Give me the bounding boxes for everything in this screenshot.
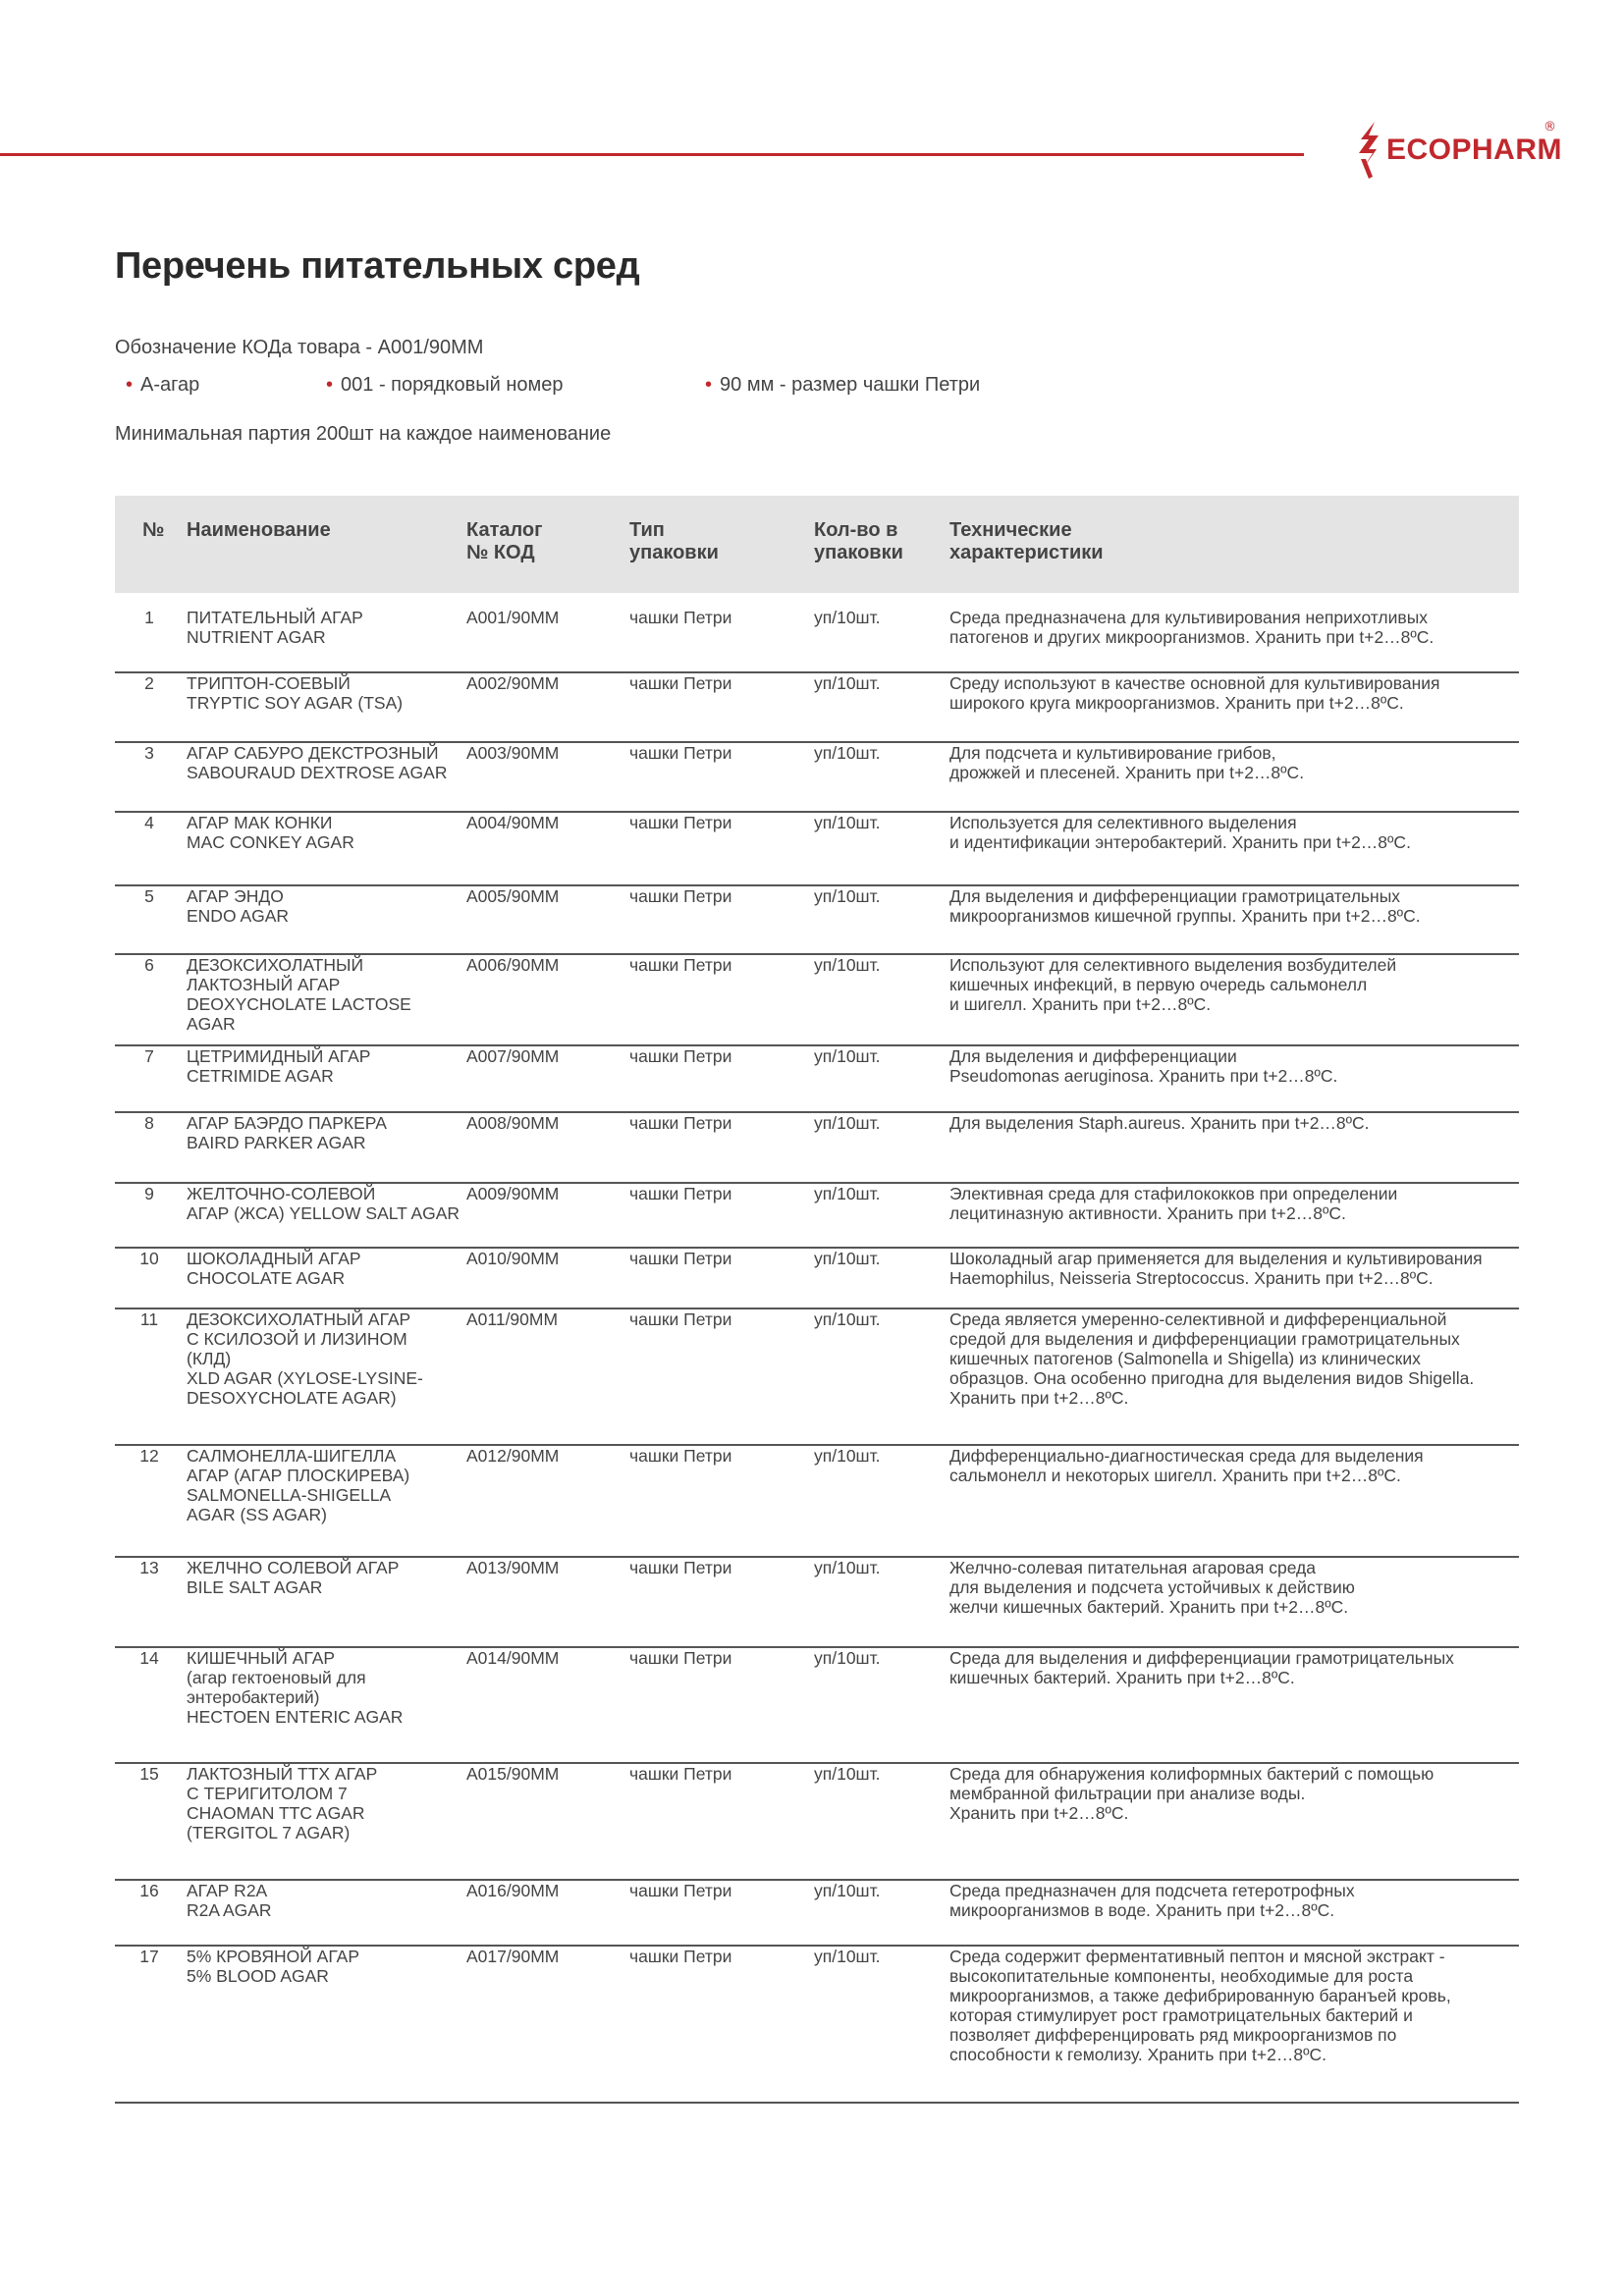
- cell-qty: уп/10шт.: [814, 1648, 881, 1668]
- cell-qty: уп/10шт.: [814, 1558, 881, 1577]
- cell-num: 13: [139, 1558, 159, 1577]
- cell-num: 14: [139, 1648, 159, 1668]
- registered-mark: ®: [1543, 120, 1556, 134]
- table-row: [115, 1184, 1519, 1249]
- cell-name: ТРИПТОН-СОЕВЫЙ TRYPTIC SOY AGAR (TSA): [187, 673, 404, 713]
- cell-code: A006/90MM: [466, 955, 560, 975]
- cell-code: A001/90MM: [466, 608, 560, 627]
- cell-pack: чашки Петри: [629, 1113, 732, 1133]
- cell-num: 10: [139, 1249, 159, 1268]
- cell-num: 12: [139, 1446, 159, 1466]
- table-header: [115, 496, 1519, 593]
- cell-num: 6: [144, 955, 154, 975]
- table-row: [115, 1249, 1519, 1309]
- cell-qty: уп/10шт.: [814, 1113, 881, 1133]
- cell-name: ЖЕЛТОЧНО-СОЛЕВОЙ АГАР (ЖСА) YELLOW SALT AGAR: [187, 1184, 460, 1223]
- cell-code: A012/90MM: [466, 1446, 560, 1466]
- legend-text: 90 мм - размер чашки Петри: [720, 374, 981, 396]
- table-row: [115, 1947, 1519, 2104]
- cell-code: A016/90MM: [466, 1881, 560, 1900]
- page-title: Перечень питательных сред: [115, 245, 640, 287]
- header-qty: Кол-во в упаковки: [814, 519, 903, 563]
- brand-name: ECOPHARM: [1386, 133, 1563, 166]
- legend-item-size: [705, 374, 980, 397]
- cell-tech: Для выделения и дифференциации Pseudomonas aeruginosa. Хранить при t+2…8ºС.: [949, 1046, 1338, 1086]
- cell-qty: уп/10шт.: [814, 1764, 881, 1784]
- table-row: [115, 1558, 1519, 1648]
- cell-name: АГАР МАК КОНКИ MAC CONKEY AGAR: [187, 813, 354, 852]
- cell-tech: Среда для обнаружения колиформных бактерий с помощью мембранной фильтрации при анализе воды. Хранить при t+2…8ºС.: [949, 1764, 1435, 1823]
- table-row: [115, 1113, 1519, 1184]
- legend-text: 001 - порядковый номер: [341, 374, 564, 396]
- cell-qty: уп/10шт.: [814, 673, 881, 693]
- cell-qty: уп/10шт.: [814, 1446, 881, 1466]
- code-description: Обозначение КОДа товара - A001/90MM: [115, 337, 484, 358]
- table-row: [115, 1881, 1519, 1947]
- cell-qty: уп/10шт.: [814, 1309, 881, 1329]
- cell-code: A007/90MM: [466, 1046, 560, 1066]
- cell-num: 16: [139, 1881, 159, 1900]
- legend-text: A-агар: [140, 374, 200, 396]
- cell-num: 17: [139, 1947, 159, 1966]
- cell-tech: Для выделения Staph.aureus. Хранить при t+2…8ºС.: [949, 1113, 1370, 1133]
- cell-num: 9: [144, 1184, 154, 1203]
- cell-code: A013/90MM: [466, 1558, 560, 1577]
- cell-qty: уп/10шт.: [814, 743, 881, 763]
- cell-qty: уп/10шт.: [814, 1947, 881, 1966]
- cell-tech: Желчно-солевая питательная агаровая среда для выделения и подсчета устойчивых к действию желчи кишечных бактерий. Хранить при t+2…8ºС.: [949, 1558, 1355, 1617]
- cell-name: КИШЕЧНЫЙ АГАР (агар гектоеновый для энтеробактерий) HECTOEN ENTERIC AGAR: [187, 1648, 404, 1727]
- legend-item-agar: [126, 374, 199, 397]
- cell-name: АГАР ЭНДО ENDO AGAR: [187, 886, 290, 926]
- cell-num: 1: [144, 608, 154, 627]
- brand-logo: [1355, 120, 1562, 181]
- table-row: [115, 1309, 1519, 1446]
- cell-name: ЖЕЛЧНО СОЛЕВОЙ АГАР BILE SALT AGAR: [187, 1558, 400, 1597]
- table-row: [115, 608, 1519, 673]
- cell-pack: чашки Петри: [629, 955, 732, 975]
- cell-name: ПИТАТЕЛЬНЫЙ АГАР NUTRIENT AGAR: [187, 608, 363, 647]
- cell-qty: уп/10шт.: [814, 1881, 881, 1900]
- cell-name: АГАР САБУРО ДЕКСТРОЗНЫЙ SABOURAUD DEXTROSE AGAR: [187, 743, 448, 782]
- cell-tech: Используют для селективного выделения возбудителей кишечных инфекций, в первую очередь сальмонелл и шигелл. Хранить при t+2…8ºС.: [949, 955, 1397, 1014]
- cell-qty: уп/10шт.: [814, 1249, 881, 1268]
- cell-tech: Среда предназначена для культивирования неприхотливых патогенов и других микроорганизмов. Хранить при t+2…8ºС.: [949, 608, 1435, 647]
- header-code: Каталог № КОД: [466, 519, 543, 563]
- header-tech: Технические характеристики: [949, 519, 1104, 563]
- cell-tech: Среду используют в качестве основной для культивирования широкого круга микроорганизмов. Хранить при t+2…8ºС.: [949, 673, 1440, 713]
- cell-num: 5: [144, 886, 154, 906]
- cell-name: 5% КРОВЯНОЙ АГАР 5% BLOOD AGAR: [187, 1947, 359, 1986]
- header-num: №: [142, 519, 165, 541]
- min-batch-note: Минимальная партия 200шт на каждое наименование: [115, 423, 612, 445]
- cell-qty: уп/10шт.: [814, 886, 881, 906]
- cell-name: ЦЕТРИМИДНЫЙ АГАР CETRIMIDE AGAR: [187, 1046, 371, 1086]
- cell-num: 15: [139, 1764, 159, 1784]
- cell-code: A005/90MM: [466, 886, 560, 906]
- header-pack: Тип упаковки: [629, 519, 719, 563]
- table-row: [115, 1648, 1519, 1764]
- cell-code: A008/90MM: [466, 1113, 560, 1133]
- cell-code: A011/90MM: [466, 1309, 559, 1329]
- cell-pack: чашки Петри: [629, 813, 732, 832]
- cell-pack: чашки Петри: [629, 743, 732, 763]
- bullet-icon: •: [326, 374, 334, 396]
- cell-num: 8: [144, 1113, 154, 1133]
- cell-pack: чашки Петри: [629, 1764, 732, 1784]
- cell-tech: Для подсчета и культивирование грибов, дрожжей и плесеней. Хранить при t+2…8ºС.: [949, 743, 1305, 782]
- cell-tech: Шоколадный агар применяется для выделения и культивирования Haemophilus, Neisseria Streptococcus. Хранить при t+2…8ºС.: [949, 1249, 1483, 1288]
- cell-num: 4: [144, 813, 154, 832]
- cell-tech: Среда содержит ферментативный пептон и мясной экстракт - высокопитательные компоненты, необходимые для роста микроорганизмов, а также дефибрированную баранъей кровь, которая стимулирует рост грамотрицательных бактерий и позволяет дифференцировать ряд микроорганизмов по способности к гемолизу. Хранить при t+2…8ºС.: [949, 1947, 1451, 2064]
- bullet-icon: •: [126, 374, 134, 396]
- cell-code: A009/90MM: [466, 1184, 560, 1203]
- table-row: [115, 743, 1519, 813]
- table-row: [115, 886, 1519, 955]
- cell-tech: Элективная среда для стафилококков при определении лецитиназную активности. Хранить при t+2…8ºС.: [949, 1184, 1398, 1223]
- cell-name: АГАР БАЭРДО ПАРКЕРА BAIRD PARKER AGAR: [187, 1113, 387, 1152]
- cell-pack: чашки Петри: [629, 608, 732, 627]
- cell-name: ДЕЗОКСИХОЛАТНЫЙ ЛАКТОЗНЫЙ АГАР DEOXYCHOLATE LACTOSE AGAR: [187, 955, 411, 1034]
- table-row: [115, 673, 1519, 743]
- cell-tech: Среда для выделения и дифференциации грамотрицательных кишечных бактерий. Хранить при t+2…8ºС.: [949, 1648, 1454, 1687]
- table-row: [115, 813, 1519, 886]
- cell-code: A014/90MM: [466, 1648, 560, 1668]
- cell-name: САЛМОНЕЛЛА-ШИГЕЛЛА АГАР (АГАР ПЛОСКИРЕВА) SALMONELLA-SHIGELLA AGAR (SS AGAR): [187, 1446, 410, 1524]
- cell-tech: Используется для селективного выделения и идентификации энтеробактерий. Хранить при t+2…8ºС.: [949, 813, 1411, 852]
- header-name: Наименование: [187, 519, 331, 541]
- bullet-icon: •: [705, 374, 713, 396]
- cell-code: A015/90MM: [466, 1764, 560, 1784]
- cell-pack: чашки Петри: [629, 1648, 732, 1668]
- legend-item-serial: [326, 374, 564, 397]
- cell-tech: Дифференциально-диагностическая среда для выделения сальмонелл и некоторых шигелл. Хранить при t+2…8ºС.: [949, 1446, 1424, 1485]
- cell-pack: чашки Петри: [629, 1184, 732, 1203]
- cell-pack: чашки Петри: [629, 673, 732, 693]
- cell-qty: уп/10шт.: [814, 955, 881, 975]
- cell-tech: Среда является умеренно-селективной и дифференциальной средой для выделения и дифференциации грамотрицательных кишечных патогенов (Salmonella и Shigella) из клинических образцов. Она особенно пригодна для выделения видов Shigella. Хранить при t+2…8ºС.: [949, 1309, 1475, 1408]
- cell-tech: Для выделения и дифференциации грамотрицательных микроорганизмов кишечной группы. Хранить при t+2…8ºС.: [949, 886, 1421, 926]
- cell-pack: чашки Петри: [629, 1947, 732, 1966]
- cell-qty: уп/10шт.: [814, 813, 881, 832]
- cell-qty: уп/10шт.: [814, 608, 881, 627]
- cell-code: A017/90MM: [466, 1947, 560, 1966]
- cell-pack: чашки Петри: [629, 1881, 732, 1900]
- cell-code: A002/90MM: [466, 673, 560, 693]
- cell-pack: чашки Петри: [629, 1558, 732, 1577]
- cell-pack: чашки Петри: [629, 1046, 732, 1066]
- cell-code: A004/90MM: [466, 813, 560, 832]
- cell-num: 11: [139, 1309, 159, 1329]
- cell-name: ШОКОЛАДНЫЙ АГАР CHOCOLATE AGAR: [187, 1249, 361, 1288]
- table-row: [115, 1446, 1519, 1558]
- cell-pack: чашки Петри: [629, 1249, 732, 1268]
- cell-num: 2: [144, 673, 154, 693]
- table-row: [115, 1046, 1519, 1113]
- cell-pack: чашки Петри: [629, 1446, 732, 1466]
- cell-name: АГАР R2A R2A AGAR: [187, 1881, 272, 1920]
- cell-code: A003/90MM: [466, 743, 560, 763]
- cell-name: ДЕЗОКСИХОЛАТНЫЙ АГАР С КСИЛОЗОЙ И ЛИЗИНОМ (КЛД) XLD AGAR (XYLOSE-LYSINE- DESOXYCHOLATE AGAR): [187, 1309, 423, 1408]
- ecopharm-logo-icon: [1355, 120, 1382, 181]
- cell-pack: чашки Петри: [629, 886, 732, 906]
- cell-tech: Среда предназначен для подсчета гетеротрофных микроорганизмов в воде. Хранить при t+2…8ºС.: [949, 1881, 1355, 1920]
- cell-num: 3: [144, 743, 154, 763]
- cell-num: 7: [144, 1046, 154, 1066]
- cell-code: A010/90MM: [466, 1249, 560, 1268]
- cell-qty: уп/10шт.: [814, 1184, 881, 1203]
- table-row: [115, 955, 1519, 1046]
- cell-pack: чашки Петри: [629, 1309, 732, 1329]
- header-rule: [0, 153, 1304, 156]
- cell-name: ЛАКТОЗНЫЙ ТТХ АГАР С ТЕРИГИТОЛОМ 7 CHAOMAN TTC AGAR (TERGITOL 7 AGAR): [187, 1764, 378, 1842]
- cell-qty: уп/10шт.: [814, 1046, 881, 1066]
- table-row: [115, 1764, 1519, 1881]
